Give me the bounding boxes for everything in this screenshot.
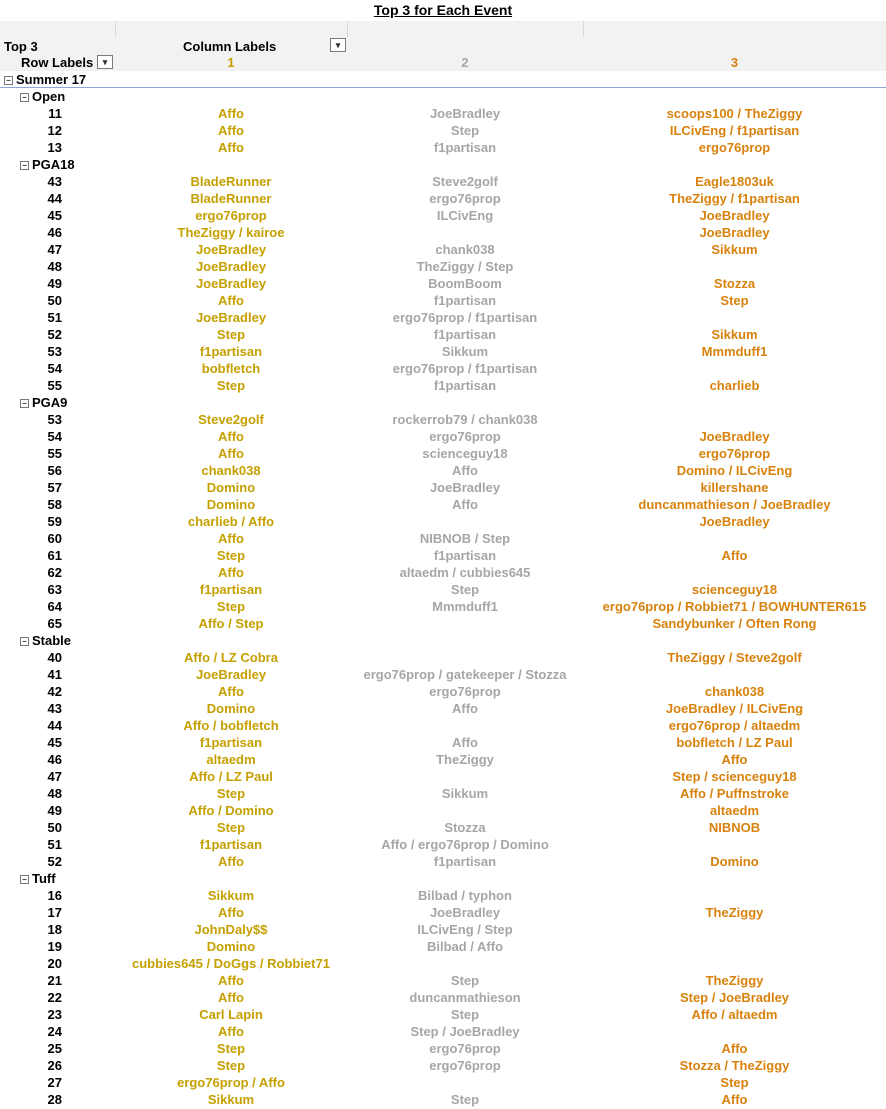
table-row <box>0 479 886 496</box>
rank-1-cell: Affo / Domino <box>188 803 274 818</box>
grid-line <box>115 21 116 37</box>
sections <box>0 88 886 1108</box>
row-number: 58 <box>47 497 62 512</box>
rank-1-cell: Step <box>216 599 246 614</box>
row-number: 44 <box>47 191 62 206</box>
rank-3-cell: JoeBradley <box>699 514 770 529</box>
rank-3-cell: Affo <box>721 1092 748 1107</box>
rank-1-cell: Affo <box>218 429 244 444</box>
table-row <box>0 173 886 190</box>
row-number: 52 <box>47 854 62 869</box>
rank-1-cell: JoeBradley <box>195 276 267 291</box>
rank-3-cell: Step / scienceguy18 <box>672 769 797 784</box>
title-banner <box>0 0 886 21</box>
rank-2-cell: Affo / ergo76prop / Domino <box>381 837 549 852</box>
table-row <box>0 207 886 224</box>
rank-2-cell: TheZiggy <box>436 752 494 767</box>
rank-2-cell: ergo76prop <box>429 1041 501 1056</box>
rank-2-cell: ILCivEng / Step <box>417 922 513 937</box>
rank-1-cell: Step <box>216 1041 246 1056</box>
rank-1-cell: Affo <box>218 565 244 580</box>
rank-2-cell: altaedm / cubbies645 <box>399 565 531 580</box>
row-number: 63 <box>47 582 62 597</box>
rank-2-cell: Sikkum <box>441 786 489 801</box>
table-row <box>0 700 886 717</box>
rank-1-cell: JoeBradley <box>195 259 267 274</box>
table-row <box>0 836 886 853</box>
rank-3-cell: bobfletch / LZ Paul <box>676 735 793 750</box>
rank-2-cell: rockerrob79 / chank038 <box>392 412 538 427</box>
row-number: 41 <box>47 667 62 682</box>
table-row <box>0 955 886 972</box>
rank-3-cell: Affo <box>721 1041 748 1056</box>
row-number: 44 <box>47 718 62 733</box>
rank-2-cell: Affo <box>452 735 478 750</box>
table-row <box>0 666 886 683</box>
row-number: 13 <box>47 140 62 155</box>
table-row <box>0 683 886 700</box>
row-number: 51 <box>47 310 62 325</box>
rank-3-cell: Sikkum <box>711 242 758 257</box>
rank-3-cell: TheZiggy / Steve2golf <box>667 650 802 665</box>
rank-3-cell: scoops100 / TheZiggy <box>666 106 803 121</box>
table-row <box>0 802 886 819</box>
table-row <box>0 547 886 564</box>
rank-3-cell: JoeBradley <box>699 208 770 223</box>
rank-3-cell: Sandybunker / Often Rong <box>652 616 817 631</box>
rank-1-cell: Affo <box>218 446 244 461</box>
rank-3-cell: Eagle1803uk <box>695 174 774 189</box>
rank-2-cell: Bilbad / typhon <box>418 888 512 903</box>
rank-1-cell: JoeBradley <box>195 242 267 257</box>
row-number: 42 <box>47 684 62 699</box>
rank-3-cell: duncanmathieson / JoeBradley <box>638 497 831 512</box>
column-header-3: 3 <box>730 55 739 70</box>
rank-2-cell: Step <box>450 973 480 988</box>
rank-2-cell: Step <box>450 123 480 138</box>
rank-2-cell: NIBNOB / Step <box>419 531 511 546</box>
table-row <box>0 1006 886 1023</box>
rank-1-cell: Affo <box>218 684 244 699</box>
row-number: 40 <box>47 650 62 665</box>
rank-1-cell: Steve2golf <box>198 412 264 427</box>
rank-3-cell: ergo76prop / altaedm <box>668 718 801 733</box>
row-number: 62 <box>47 565 62 580</box>
row-number: 43 <box>47 701 62 716</box>
row-number: 18 <box>47 922 62 937</box>
rank-1-cell: Domino <box>206 939 256 954</box>
rank-1-cell: f1partisan <box>199 344 263 359</box>
rank-1-cell: JohnDaly$$ <box>194 922 268 937</box>
row-number: 24 <box>47 1024 62 1039</box>
rank-3-cell: Domino / ILCivEng <box>676 463 793 478</box>
rank-3-cell: JoeBradley <box>699 225 770 240</box>
rank-3-cell: charlieb <box>709 378 760 393</box>
rank-1-cell: ergo76prop <box>195 208 267 223</box>
column-labels-header: Column Labels <box>183 39 277 54</box>
table-row <box>0 972 886 989</box>
rank-2-cell: Step <box>450 582 480 597</box>
table-row <box>0 190 886 207</box>
row-number: 19 <box>47 939 62 954</box>
rank-1-cell: f1partisan <box>199 735 263 750</box>
rank-1-cell: Domino <box>206 701 256 716</box>
rank-1-cell: Step <box>216 786 246 801</box>
row-number: 54 <box>47 429 62 444</box>
rank-1-cell: Domino <box>206 480 256 495</box>
rank-1-cell: Carl Lapin <box>199 1007 263 1022</box>
row-number: 56 <box>47 463 62 478</box>
row-number: 28 <box>47 1092 62 1107</box>
rank-2-cell: ergo76prop / f1partisan <box>392 310 538 325</box>
rank-2-cell: JoeBradley <box>429 106 501 121</box>
table-row <box>0 309 886 326</box>
rank-3-cell: JoeBradley <box>699 429 770 444</box>
row-number: 17 <box>47 905 62 920</box>
row-number: 52 <box>47 327 62 342</box>
row-number: 55 <box>47 378 62 393</box>
section-row-stable <box>0 632 886 649</box>
row-number: 46 <box>47 225 62 240</box>
row-number: 25 <box>47 1041 62 1056</box>
row-number: 43 <box>47 174 62 189</box>
section-row-open <box>0 88 886 105</box>
grid-line <box>583 21 584 37</box>
collapse-toggle-icon[interactable]: − <box>20 161 29 170</box>
rank-2-cell: Step <box>450 1092 480 1107</box>
section-name: Open <box>32 89 66 104</box>
rank-3-cell: Step / JoeBradley <box>679 990 790 1005</box>
rank-2-cell: Steve2golf <box>432 174 498 189</box>
group-name: Summer 17 <box>16 72 87 87</box>
rank-2-cell: f1partisan <box>433 293 497 308</box>
group-row <box>0 71 886 88</box>
rank-2-cell: ergo76prop <box>429 684 501 699</box>
rank-2-cell: Step / JoeBradley <box>410 1024 520 1039</box>
rank-3-cell: TheZiggy / f1partisan <box>669 191 800 206</box>
table-row <box>0 1040 886 1057</box>
row-number: 22 <box>47 990 62 1005</box>
row-number: 57 <box>47 480 62 495</box>
row-number: 55 <box>47 446 62 461</box>
section-label <box>20 394 67 411</box>
rank-3-cell: chank038 <box>704 684 765 699</box>
table-row <box>0 292 886 309</box>
rank-3-cell: Step <box>720 1075 749 1090</box>
table-row <box>0 564 886 581</box>
table-row <box>0 768 886 785</box>
rank-1-cell: Step <box>216 378 246 393</box>
header-separator <box>0 87 886 88</box>
row-number: 48 <box>47 259 62 274</box>
rank-1-cell: Affo <box>218 123 244 138</box>
section-label <box>20 870 56 887</box>
rank-2-cell: ergo76prop <box>429 1058 501 1073</box>
rank-1-cell: Step <box>216 548 246 563</box>
row-filter-icon[interactable]: ▾ <box>97 55 113 69</box>
pivot-body <box>0 71 886 1108</box>
rank-1-cell: charlieb / Affo <box>187 514 275 529</box>
rank-2-cell: scienceguy18 <box>422 446 508 461</box>
rank-3-cell: ergo76prop <box>698 446 771 461</box>
rank-2-cell: Sikkum <box>441 344 489 359</box>
row-number: 54 <box>47 361 62 376</box>
section-name: PGA9 <box>32 395 68 410</box>
table-row <box>0 445 886 462</box>
rank-2-cell: ILCivEng <box>436 208 494 223</box>
rank-3-cell: Affo / altaedm <box>691 1007 778 1022</box>
rank-2-cell: f1partisan <box>433 548 497 563</box>
rank-2-cell: f1partisan <box>433 140 497 155</box>
rank-1-cell: Affo <box>218 140 244 155</box>
table-row <box>0 411 886 428</box>
group-label <box>4 71 86 88</box>
rank-1-cell: JoeBradley <box>195 667 267 682</box>
rank-3-cell: JoeBradley / ILCivEng <box>665 701 804 716</box>
table-row <box>0 139 886 156</box>
section-row-tuff <box>0 870 886 887</box>
rank-1-cell: f1partisan <box>199 837 263 852</box>
section-label <box>20 156 75 173</box>
row-number: 59 <box>47 514 62 529</box>
row-number: 45 <box>47 735 62 750</box>
values-label: Top 3 <box>4 39 38 54</box>
rank-2-cell: Mmmduff1 <box>432 599 498 614</box>
rank-2-cell: f1partisan <box>433 378 497 393</box>
rank-1-cell: Affo <box>218 973 244 988</box>
rank-3-cell: Sikkum <box>711 327 758 342</box>
rank-1-cell: Affo <box>218 293 244 308</box>
rank-3-cell: scienceguy18 <box>691 582 778 597</box>
rank-1-cell: Affo / Step <box>198 616 264 631</box>
table-row <box>0 1057 886 1074</box>
rank-3-cell: Step <box>720 293 749 308</box>
rank-1-cell: BladeRunner <box>190 174 272 189</box>
collapse-toggle-icon[interactable]: − <box>20 875 29 884</box>
table-row <box>0 649 886 666</box>
table-row <box>0 275 886 292</box>
section-name: Tuff <box>32 871 56 886</box>
rank-3-cell: ergo76prop <box>698 140 771 155</box>
rank-3-cell: TheZiggy <box>705 973 764 988</box>
collapse-toggle-icon[interactable]: − <box>20 637 29 646</box>
row-number: 51 <box>47 837 62 852</box>
row-number: 26 <box>47 1058 62 1073</box>
collapse-toggle-icon[interactable]: − <box>20 399 29 408</box>
row-number: 47 <box>47 242 62 257</box>
table-row <box>0 734 886 751</box>
rank-2-cell: f1partisan <box>433 854 497 869</box>
table-row <box>0 105 886 122</box>
rank-2-cell: Step <box>450 1007 480 1022</box>
column-header-2: 2 <box>461 55 469 70</box>
table-row <box>0 1023 886 1040</box>
table-row <box>0 819 886 836</box>
rank-1-cell: Step <box>216 820 246 835</box>
report-title: Top 3 for Each Event <box>373 2 513 18</box>
table-row <box>0 462 886 479</box>
rank-3-cell: Affo <box>721 548 748 563</box>
row-number: 50 <box>47 820 62 835</box>
row-number: 27 <box>47 1075 62 1090</box>
row-number: 20 <box>47 956 62 971</box>
rank-3-cell: Mmmduff1 <box>701 344 768 359</box>
rank-2-cell: chank038 <box>435 242 495 257</box>
row-number: 64 <box>47 599 62 614</box>
table-row <box>0 241 886 258</box>
table-row <box>0 496 886 513</box>
column-header-1: 1 <box>227 55 235 70</box>
table-row <box>0 530 886 547</box>
rank-1-cell: Affo <box>218 990 244 1005</box>
table-row <box>0 1074 886 1091</box>
table-row <box>0 751 886 768</box>
rank-3-cell: TheZiggy <box>705 905 764 920</box>
row-number: 49 <box>47 276 62 291</box>
rank-1-cell: Affo / LZ Cobra <box>184 650 278 665</box>
rank-1-cell: Affo <box>218 854 244 869</box>
rank-2-cell: ergo76prop <box>429 429 501 444</box>
rank-2-cell: Stozza <box>444 820 486 835</box>
rank-2-cell: ergo76prop / f1partisan <box>392 361 538 376</box>
table-row <box>0 122 886 139</box>
table-row <box>0 717 886 734</box>
rank-3-cell: Affo <box>721 752 748 767</box>
rank-1-cell: Affo <box>218 905 244 920</box>
row-number: 53 <box>47 344 62 359</box>
rank-1-cell: chank038 <box>201 463 261 478</box>
row-number: 11 <box>48 106 62 121</box>
rank-3-cell: ergo76prop / Robbiet71 / BOWHUNTER615 <box>602 599 867 614</box>
rank-3-cell: Stozza <box>713 276 756 291</box>
rank-2-cell: Affo <box>452 463 478 478</box>
table-row <box>0 513 886 530</box>
section-name: PGA18 <box>32 157 75 172</box>
row-number: 23 <box>47 1007 62 1022</box>
rank-1-cell: Affo / LZ Paul <box>189 769 273 784</box>
rank-1-cell: cubbies645 / DoGgs / Robbiet71 <box>132 956 330 971</box>
collapse-toggle-icon[interactable]: − <box>20 93 29 102</box>
column-filter-icon[interactable]: ▾ <box>330 38 346 52</box>
rank-2-cell: f1partisan <box>433 327 497 342</box>
table-row <box>0 1091 886 1108</box>
section-row-pga18 <box>0 156 886 173</box>
grid-line <box>347 21 348 37</box>
table-row <box>0 326 886 343</box>
rank-1-cell: Sikkum <box>207 1092 255 1107</box>
rank-1-cell: Affo <box>218 1024 244 1039</box>
table-row <box>0 785 886 802</box>
table-row <box>0 853 886 870</box>
table-row <box>0 224 886 241</box>
pivot-header <box>0 37 886 71</box>
table-row <box>0 360 886 377</box>
section-label <box>20 88 65 105</box>
rank-1-cell: Affo <box>218 531 244 546</box>
rank-1-cell: bobfletch <box>201 361 261 376</box>
rank-1-cell: JoeBradley <box>195 310 267 325</box>
table-row <box>0 377 886 394</box>
rank-3-cell: Stozza / TheZiggy <box>679 1058 790 1073</box>
table-row <box>0 258 886 275</box>
rank-2-cell: BoomBoom <box>428 276 502 291</box>
rank-1-cell: TheZiggy / kairoe <box>177 225 285 240</box>
row-number: 53 <box>47 412 62 427</box>
rank-1-cell: ergo76prop / Affo <box>177 1075 285 1090</box>
rank-1-cell: f1partisan <box>199 582 263 597</box>
row-labels-header: Row Labels <box>21 55 94 70</box>
row-number: 12 <box>47 123 62 138</box>
row-number: 21 <box>47 973 62 988</box>
row-number: 45 <box>47 208 62 223</box>
rank-3-cell: ILCivEng / f1partisan <box>669 123 800 138</box>
section-label <box>20 632 71 649</box>
table-row <box>0 581 886 598</box>
rank-3-cell: NIBNOB <box>708 820 761 835</box>
rank-1-cell: altaedm <box>206 752 256 767</box>
table-row <box>0 938 886 955</box>
table-row <box>0 904 886 921</box>
rank-1-cell: Step <box>216 1058 246 1073</box>
row-number: 47 <box>47 769 62 784</box>
rank-2-cell: Affo <box>452 497 478 512</box>
row-number: 61 <box>47 548 62 563</box>
row-number: 46 <box>47 752 62 767</box>
rank-2-cell: ergo76prop / gatekeeper / Stozza <box>363 667 567 682</box>
rank-2-cell: ergo76prop <box>429 191 501 206</box>
blank-grid-row <box>0 21 886 38</box>
table-row <box>0 428 886 445</box>
section-row-pga9 <box>0 394 886 411</box>
rank-2-cell: duncanmathieson <box>409 990 521 1005</box>
rank-3-cell: Affo / Puffnstroke <box>679 786 790 801</box>
rank-1-cell: Domino <box>206 497 256 512</box>
rank-3-cell: altaedm <box>709 803 760 818</box>
row-number: 50 <box>47 293 62 308</box>
section-name: Stable <box>32 633 72 648</box>
rank-2-cell: Bilbad / Affo <box>426 939 504 954</box>
rank-2-cell: JoeBradley <box>429 905 501 920</box>
rank-1-cell: BladeRunner <box>190 191 272 206</box>
collapse-toggle-icon[interactable]: − <box>4 76 13 85</box>
rank-1-cell: Affo <box>218 106 244 121</box>
rank-3-cell: Domino <box>710 854 759 869</box>
rank-2-cell: Affo <box>452 701 478 716</box>
table-row <box>0 598 886 615</box>
row-number: 16 <box>47 888 62 903</box>
table-row <box>0 921 886 938</box>
rank-1-cell: Affo / bobfletch <box>183 718 279 733</box>
rank-1-cell: Sikkum <box>207 888 255 903</box>
row-number: 49 <box>47 803 62 818</box>
row-number: 65 <box>47 616 62 631</box>
table-row <box>0 887 886 904</box>
table-row <box>0 343 886 360</box>
rank-1-cell: Step <box>216 327 246 342</box>
rank-2-cell: TheZiggy / Step <box>416 259 514 274</box>
table-row <box>0 615 886 632</box>
row-number: 48 <box>47 786 62 801</box>
rank-2-cell: JoeBradley <box>429 480 501 495</box>
rank-3-cell: killershane <box>700 480 769 495</box>
table-row <box>0 989 886 1006</box>
row-number: 60 <box>47 531 62 546</box>
